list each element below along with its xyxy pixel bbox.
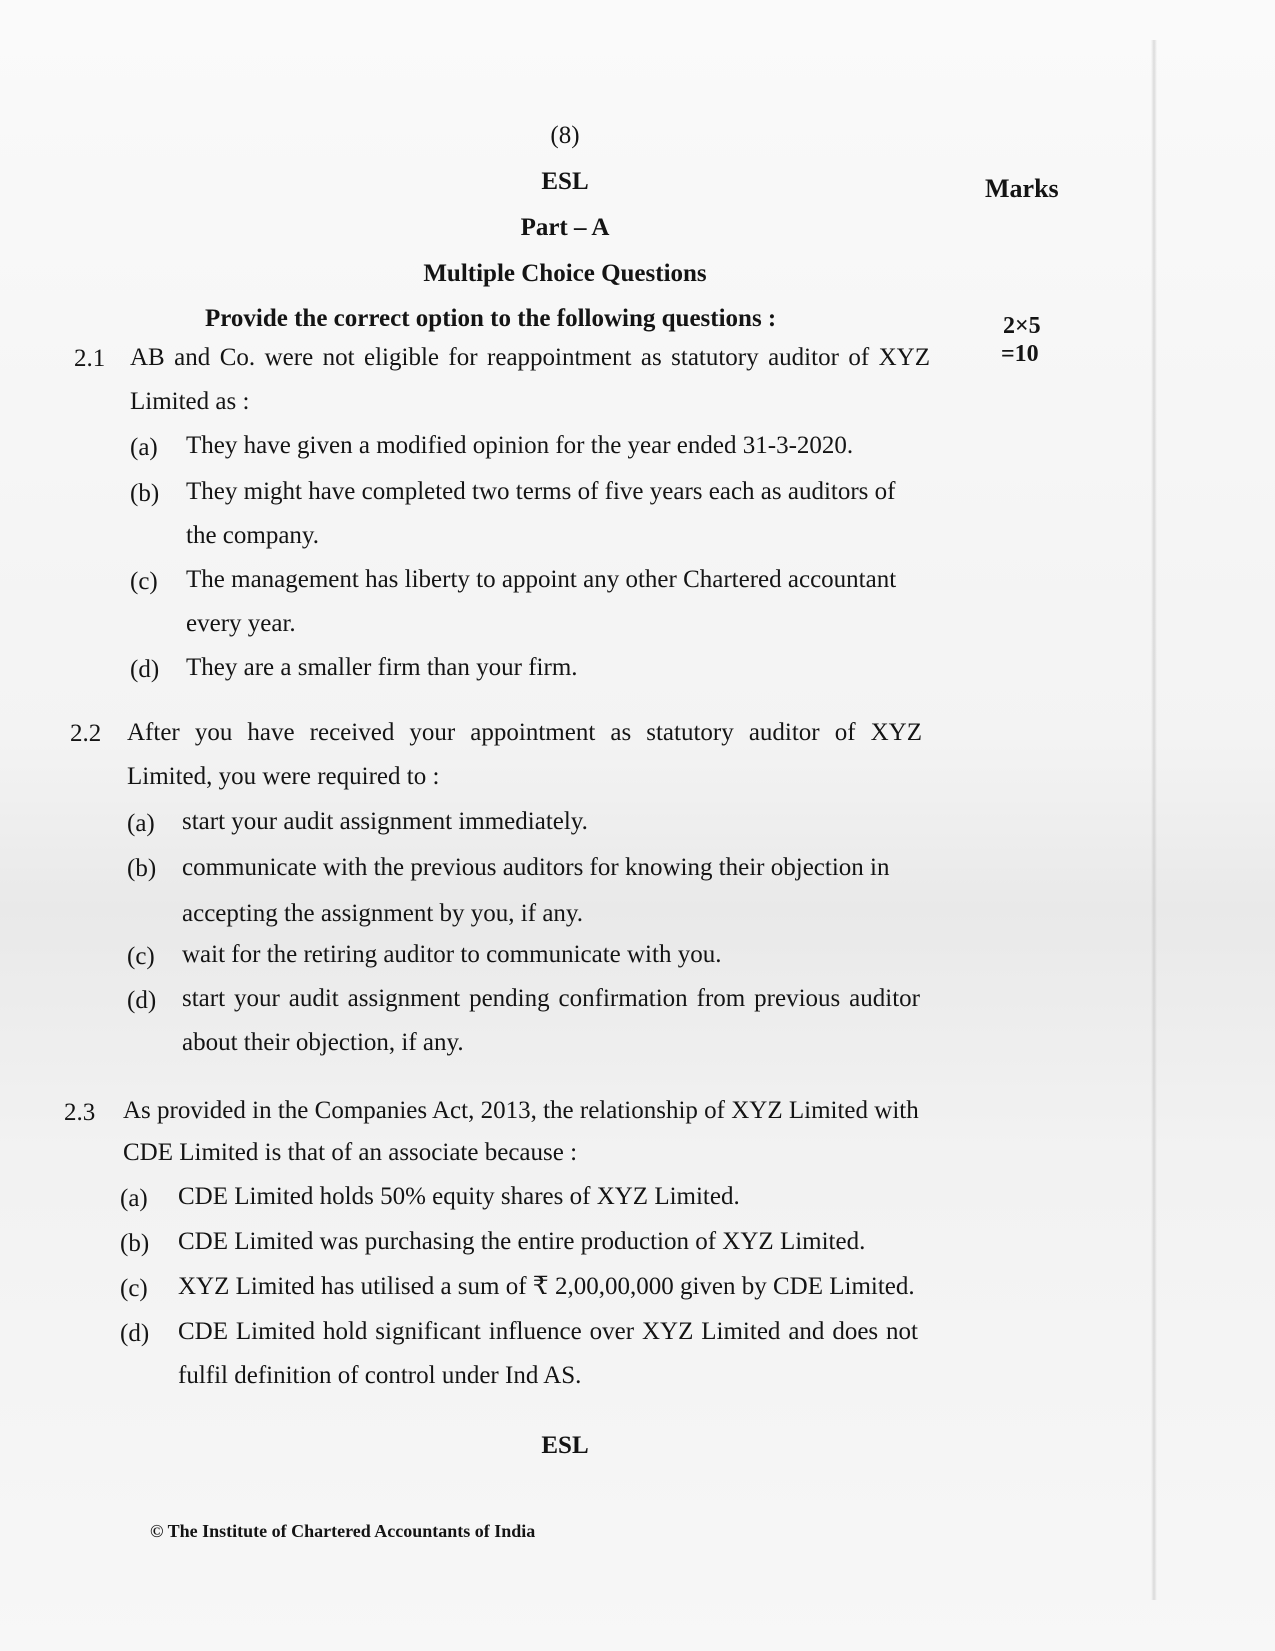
option-label: (a) [130, 434, 158, 461]
option-text: They are a smaller firm than your firm. [186, 654, 578, 681]
option-text: The management has liberty to appoint any other Chartered accountant every year. [186, 566, 897, 637]
paper-code-bottom: ESL [541, 1432, 589, 1459]
option-label: (b) [120, 1230, 150, 1257]
option-label: (b) [130, 480, 160, 507]
option-text: wait for the retiring auditor to communicate with you. [182, 941, 722, 968]
option-text: CDE Limited hold significant influence over XYZ Limited and does not fulfil definition of control under Ind AS. [178, 1318, 918, 1389]
option-label: (c) [127, 943, 155, 970]
option-text: They might have completed two terms of five years each as auditors of the company. [186, 478, 896, 549]
question-number: 2.3 [64, 1099, 96, 1126]
copyright-footer: © The Institute of Chartered Accountants of India [150, 1521, 536, 1541]
question-text: As provided in the Companies Act, 2013, the relationship of XYZ Limited with CDE Limited is that of an associate because : [123, 1097, 919, 1166]
option-text: XYZ Limited has utilised a sum of ₹ 2,00,00,000 given by CDE Limited. [178, 1273, 915, 1300]
option-label: (a) [120, 1185, 148, 1212]
option-label: (c) [130, 568, 158, 595]
page-number: (8) [550, 122, 580, 149]
option-label: (d) [120, 1320, 150, 1347]
marks-value-line1: 2×5 [1003, 313, 1041, 339]
option-text: communicate with the previous auditors for knowing their objection in accepting the assignment by you, if any. [182, 854, 890, 927]
question-text: After you have received your appointment as statutory auditor of XYZ Limited, you were required to : [127, 719, 922, 790]
section-title: Multiple Choice Questions [423, 260, 707, 287]
option-label: (d) [130, 656, 160, 683]
option-text: CDE Limited holds 50% equity shares of XYZ Limited. [178, 1183, 740, 1210]
option-label: (a) [127, 810, 155, 837]
option-label: (b) [127, 855, 157, 882]
option-label: (c) [120, 1275, 148, 1302]
option-text: start your audit assignment immediately. [182, 808, 588, 835]
marks-value [1003, 312, 1041, 368]
scan-edge-shadow [1151, 40, 1157, 1600]
part-heading: Part – A [520, 214, 610, 241]
question-text: AB and Co. were not eligible for reappointment as statutory auditor of XYZ Limited as : [130, 344, 930, 415]
marks-value-line2: =10 [1001, 341, 1039, 367]
marks-heading: Marks [985, 174, 1059, 203]
paper-code-top: ESL [541, 168, 589, 195]
option-text: start your audit assignment pending confirmation from previous auditor about their objection, if any. [182, 985, 920, 1056]
option-label: (d) [127, 987, 157, 1014]
instruction-text: Provide the correct option to the following questions : [205, 305, 777, 332]
option-text: CDE Limited was purchasing the entire production of XYZ Limited. [178, 1228, 866, 1255]
question-number: 2.2 [70, 720, 102, 747]
option-text: They have given a modified opinion for the year ended 31-3-2020. [186, 432, 854, 459]
question-number: 2.1 [74, 345, 106, 372]
